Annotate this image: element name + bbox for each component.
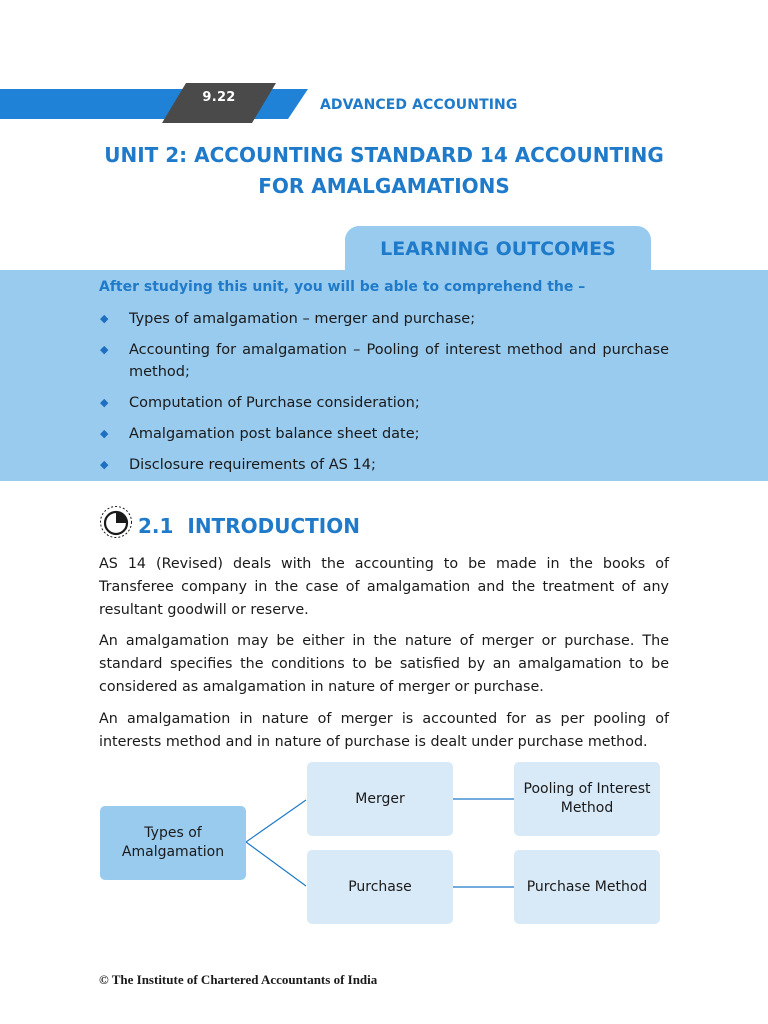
node-merger [307,762,453,836]
footer-copyright: © The Institute of Chartered Accountants of India [99,972,378,987]
list-item [99,454,669,476]
node-label: Merger [355,790,405,807]
section-title: INTRODUCTION [187,514,360,538]
running-head: ADVANCED ACCOUNTING [320,97,518,113]
node-types-of-amalgamation [100,806,246,880]
amalgamation-diagram [0,760,768,930]
node-purchase-method [514,850,660,924]
node-label: Purchase Method [526,878,648,895]
node-pooling-of-interest-method [514,762,660,836]
clock-icon [99,505,133,539]
list-item-text: Amalgamation post balance sheet date; [129,426,420,442]
node-label: Purchase [348,878,412,895]
list-item [99,392,669,414]
paragraph-1: AS 14 (Revised) deals with the accounting to be made in the books of Transferee company in the case of amalgamation and the treatment of any resultant goodwill or reserve. [99,556,669,618]
unit-title-line-1: UNIT 2: ACCOUNTING STANDARD 14 ACCOUNTING [104,143,664,167]
list-item-text: Accounting for amalgamation – Pooling of interest method and purchase method; [129,342,669,380]
learning-outcomes-title: LEARNING OUTCOMES [380,238,616,260]
learning-outcomes-list [99,308,669,485]
paragraph-3: An amalgamation in nature of merger is accounted for as per pooling of interests method and in nature of purchase is dealt under purchase method. [99,711,669,750]
list-item [99,308,669,330]
section-number: 2.1 [138,514,174,538]
diamond-bullet-icon: ◆ [100,343,109,356]
list-item-text: Types of amalgamation – merger and purchase; [129,311,476,327]
diamond-bullet-icon: ◆ [100,312,109,325]
section-heading [138,514,360,538]
diamond-bullet-icon: ◆ [100,396,109,409]
paragraph-2: An amalgamation may be either in the nature of merger or purchase. The standard specifies the conditions to be satisfied by an amalgamation to be considered as amalgamation in nature of merger or purchase. [99,633,669,695]
diamond-bullet-icon: ◆ [100,458,109,471]
page-number: 9.22 [202,90,236,105]
list-item [99,339,669,383]
diamond-bullet-icon: ◆ [100,427,109,440]
node-purchase [307,850,453,924]
list-item-text: Disclosure requirements of AS 14; [129,457,376,473]
node-label: Types of Amalgamation [121,825,225,860]
node-label: Pooling of Interest Method [523,781,651,816]
list-item [99,423,669,445]
learning-outcomes-intro: After studying this unit, you will be able to comprehend the – [99,279,586,295]
list-item-text: Computation of Purchase consideration; [129,395,420,411]
unit-title-line-2: FOR AMALGAMATIONS [258,174,510,198]
unit-title [0,140,768,202]
